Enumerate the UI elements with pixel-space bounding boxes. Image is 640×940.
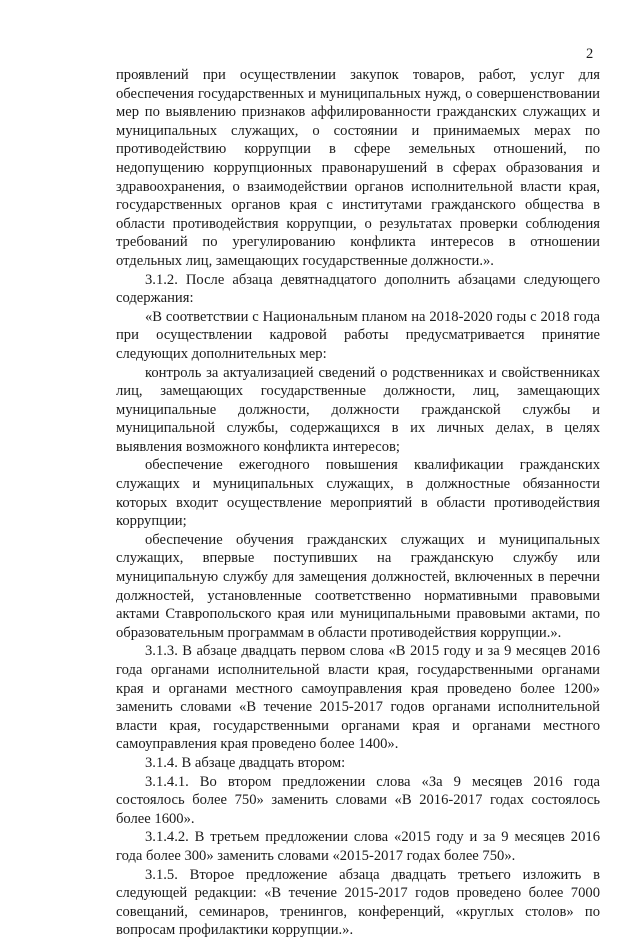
paragraph-8: 3.1.4. В абзаце двадцать втором: — [145, 754, 346, 771]
document-body — [116, 66, 600, 940]
page-number: 2 — [586, 46, 594, 62]
paragraph-9: 3.1.4.1. Во втором предложении слова «За 9 месяцев 2016 года состоялось более 750» заменить словами «В 2016-2017 годах состоялось более 1600». — [116, 773, 600, 827]
paragraph-11: 3.1.5. Второе предложение абзаца двадцать третьего изложить в следующей редакции: «В течение 2015-2017 годов проведено более 7000 совещаний, семинаров, тренингов, конференций, «круглых столов» по вопросам профилактики коррупции.». — [116, 866, 600, 939]
paragraph-2: 3.1.2. После абзаца девятнадцатого дополнить абзацами следующего содержания: — [116, 271, 600, 307]
paragraph-4: контроль за актуализацией сведений о родственниках и свойственниках лиц, замещающих государственные должности, лиц, замещающих муниципальные должности, должности гражданской службы и муниципальной службы, содержащихся в их личных делах, в целях выявления возможного конфликта интересов; — [116, 364, 600, 455]
paragraph-10: 3.1.4.2. В третьем предложении слова «2015 году и за 9 месяцев 2016 года более 300» заменить словами «2015-2017 годах более 750». — [116, 829, 600, 864]
paragraph-6: обеспечение обучения гражданских служащих и муниципальных служащих, впервые поступивших на гражданскую службу или муниципальную службу для замещения должностей, включенных в перечни должностей, установленные соответственно нормативными правовыми актами Ставропольского края или муниципальными правовыми актами, по образовательным программам в области противодействия коррупции.». — [116, 531, 600, 641]
paragraph-7: 3.1.3. В абзаце двадцать первом слова «В 2015 году и за 9 месяцев 2016 года органами исполнительной власти края, государственными органами края и органами местного самоуправления края проведено более 1200» заменить словами «В течение 2015-2017 годов органами исполнительной власти края, государственными органами края и органами местного самоуправления края проведено более 1400». — [116, 643, 600, 753]
paragraph-1: проявлений при осуществлении закупок товаров, работ, услуг для обеспечения государственных и муниципальных нужд, о совершенствовании мер по выявлению признаков аффилированности гражданских служащих и муниципальных служащих, о состоянии и принимаемых мерах по противодействию коррупции в сфере земельных отношений, по недопущению коррупционных правонарушений в сферах образования и здравоохранения, о взаимодействии органов исполнительной власти края, государственных органов края с институтами гражданского общества в области противодействия коррупции, о результатах проверки соблюдения требований по урегулированию конфликта интересов в отношении отдельных лиц, замещающих государственные должности.». — [116, 67, 600, 269]
paragraph-5: обеспечение ежегодного повышения квалификации гражданских служащих и муниципальных служащих, в должностные обязанности которых входит осуществление мероприятий в области противодействия коррупции; — [116, 457, 600, 530]
paragraph-3: «В соответствии с Национальным планом на 2018-2020 годы с 2018 года при осуществлении кадровой работы предусматривается принятие следующих дополнительных мер: — [116, 308, 600, 362]
